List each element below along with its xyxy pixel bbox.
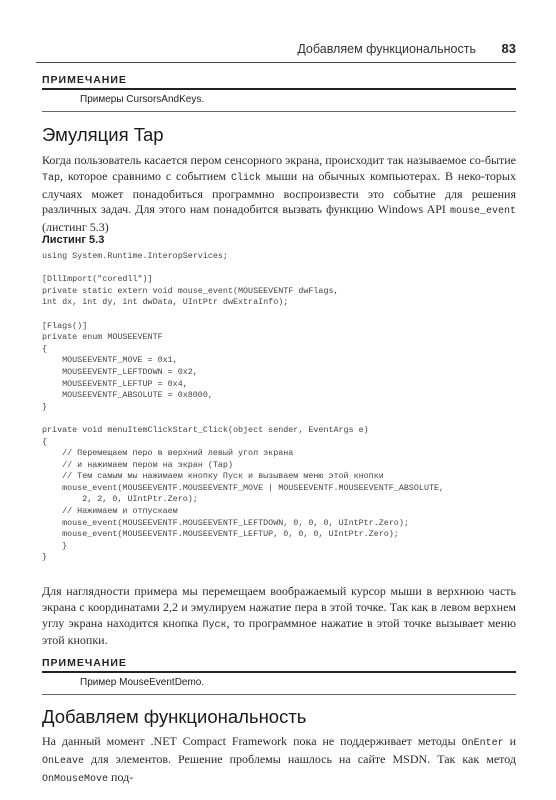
inline-code: Tap bbox=[42, 172, 61, 184]
running-header-title: Добавляем функциональность bbox=[297, 42, 476, 56]
code-line: int dx, int dy, int dwData, UIntPtr dwExtraInfo); bbox=[42, 297, 289, 308]
code-line: private void menuItemClickStart_Click(object sender, EventArgs e) bbox=[42, 424, 369, 435]
text-run: (листинг 5.3) bbox=[42, 220, 109, 235]
note-label: ПРИМЕЧАНИЕ bbox=[42, 74, 127, 86]
code-line: { bbox=[42, 343, 48, 354]
code-line: MOUSEEVENTF_LEFTDOWN = 0x2, bbox=[42, 366, 198, 377]
code-line: MOUSEEVENTF_ABSOLUTE = 0x8000, bbox=[42, 390, 213, 401]
code-line: private static extern void mouse_event(MOUSEEVENTF dwFlags, bbox=[42, 285, 339, 296]
text-run: под- bbox=[108, 769, 134, 784]
code-line: // Тем самым мы нажимаем кнопку Пуск и вызываем меню этой кнопки bbox=[42, 471, 384, 482]
inline-code: OnMouseMove bbox=[42, 773, 109, 785]
note-end-divider bbox=[42, 111, 516, 112]
code-line: 2, 2, 0, UIntPtr.Zero); bbox=[42, 494, 198, 505]
text-run: и bbox=[503, 734, 516, 748]
section-heading: Добавляем функциональность bbox=[42, 706, 307, 727]
page-number: 83 bbox=[501, 41, 516, 56]
code-line bbox=[42, 413, 516, 425]
section-heading: Эмуляция Tap bbox=[42, 124, 164, 145]
code-line: } bbox=[42, 540, 68, 551]
inline-code: mouse_event bbox=[449, 206, 516, 218]
code-line: mouse_event(MOUSEEVENTF.MOUSEEVENTF_LEFTUP, 0, 0, 0, UIntPtr.Zero); bbox=[42, 529, 399, 540]
running-header bbox=[36, 40, 516, 63]
body-paragraph bbox=[42, 734, 516, 787]
code-line: MOUSEEVENTF_LEFTUP = 0x4, bbox=[42, 378, 188, 389]
code-line: mouse_event(MOUSEEVENTF.MOUSEEVENTF_MOVE | MOUSEEVENTF.MOUSEEVENTF_ABSOLUTE, bbox=[42, 482, 445, 493]
code-listing bbox=[42, 251, 516, 577]
note-divider bbox=[42, 88, 516, 90]
note-text: Пример MouseEventDemo. bbox=[80, 677, 205, 688]
code-line: } bbox=[42, 552, 48, 563]
code-line: using System.Runtime.InteropServices; bbox=[42, 251, 228, 261]
inline-code: Click bbox=[230, 172, 261, 184]
code-line: private enum MOUSEEVENTF bbox=[42, 332, 163, 343]
code-line: // и нажимаем пером на экран (Tap) bbox=[42, 459, 233, 470]
note-divider bbox=[42, 671, 516, 673]
code-line: // Нажимаем и отпускаем bbox=[42, 506, 178, 517]
text-run: На данный момент .NET Compact Framework пока не поддерживает методы bbox=[42, 734, 462, 748]
listing-title: Листинг 5.3 bbox=[42, 234, 105, 246]
inline-code: OnEnter bbox=[461, 738, 504, 749]
code-line: // Перемещаем перо в верхний левый угол экрана bbox=[42, 448, 294, 459]
note-text: Примеры CursorsAndKeys. bbox=[80, 94, 205, 105]
text-run: , то программное нажатие в этой точке вызывает меню этой кнопки. bbox=[42, 615, 516, 648]
code-line: [Flags()] bbox=[42, 320, 88, 331]
code-line: [DllImport("coredll")] bbox=[42, 274, 153, 285]
code-line bbox=[42, 263, 516, 275]
text-run: Для наглядности примера мы перемещаем воображаемый курсор мыши в верхнюю часть экрана с координатами 2,2 и эмулируем нажатие пера в этой точке. Так как в левом верхнем углу экрана находится кнопка bbox=[42, 584, 516, 630]
code-line: } bbox=[42, 401, 48, 412]
body-paragraph bbox=[42, 153, 516, 236]
code-line: { bbox=[42, 436, 48, 447]
code-line: mouse_event(MOUSEEVENTF.MOUSEEVENTF_LEFTDOWN, 0, 0, 0, UIntPtr.Zero); bbox=[42, 517, 409, 528]
note-end-divider bbox=[42, 694, 516, 695]
text-run: , которое сравнимо с событием bbox=[60, 168, 231, 183]
code-line bbox=[42, 309, 516, 321]
text-run: Когда пользователь касается пером сенсорного экрана, происходит так называемое со-бытие bbox=[42, 153, 516, 167]
code-line: MOUSEEVENTF_MOVE = 0x1, bbox=[42, 355, 178, 366]
text-run: мыши на обычных компьютерах. В неко-торых случаях может понадобиться программно воспроизвести это событие для решения различных задач. Для этого нам понадобится вызвать функцию Windows API bbox=[42, 168, 516, 217]
body-paragraph bbox=[42, 584, 516, 649]
note-label: ПРИМЕЧАНИЕ bbox=[42, 657, 127, 669]
inline-code: OnLeave bbox=[42, 755, 85, 767]
text-run: для элементов. Решение проблемы нашлось на сайте MSDN. Так как метод bbox=[84, 751, 516, 766]
inline-code: Пуск bbox=[202, 619, 227, 631]
